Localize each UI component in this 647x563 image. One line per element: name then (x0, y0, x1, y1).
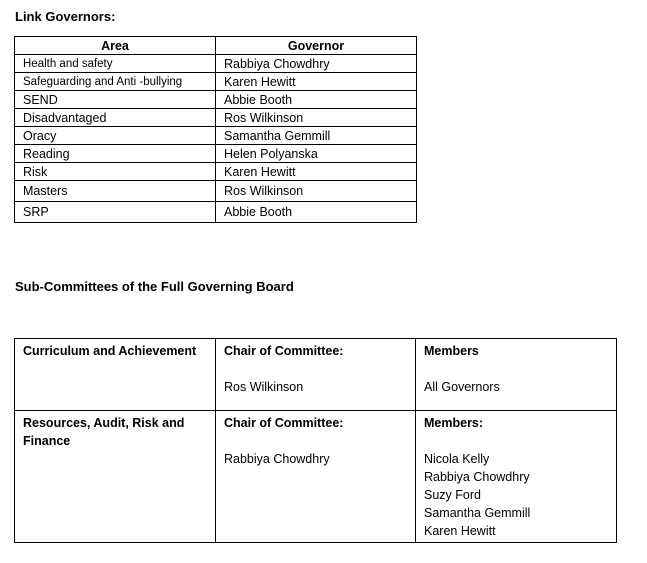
table-row (15, 181, 417, 202)
member-name: Nicola Kelly (424, 452, 490, 466)
member-name: All Governors (424, 380, 500, 394)
governor-cell: Samantha Gemmill (216, 127, 417, 145)
column-header-area: Area (15, 37, 216, 55)
area-cell: Masters (15, 181, 216, 202)
chair-name: Ros Wilkinson (224, 380, 304, 394)
area-cell: Disadvantaged (15, 109, 216, 127)
committee-chair-cell (216, 339, 416, 411)
table-row (15, 127, 417, 145)
table-row (15, 109, 417, 127)
link-governors-heading: Link Governors: (15, 9, 116, 24)
committee-members-cell (416, 339, 617, 411)
committee-row (15, 339, 617, 411)
area-cell: Safeguarding and Anti -bullying (15, 73, 216, 91)
area-cell: Risk (15, 163, 216, 181)
chair-name: Rabbiya Chowdhry (224, 452, 330, 466)
governor-cell: Abbie Booth (216, 202, 417, 223)
table-row (15, 73, 417, 91)
member-name: Rabbiya Chowdhry (424, 470, 530, 484)
sub-committees-table (14, 338, 617, 543)
governor-cell: Karen Hewitt (216, 163, 417, 181)
table-row (15, 91, 417, 109)
committee-chair-cell (216, 411, 416, 543)
table-row (15, 145, 417, 163)
sub-committees-heading: Sub-Committees of the Full Governing Board (15, 279, 294, 294)
area-cell: Reading (15, 145, 216, 163)
governor-cell: Karen Hewitt (216, 73, 417, 91)
table-row (15, 55, 417, 73)
governor-cell: Ros Wilkinson (216, 181, 417, 202)
table-row (15, 202, 417, 223)
column-header-governor: Governor (216, 37, 417, 55)
member-name: Suzy Ford (424, 488, 481, 502)
committee-name-cell (15, 411, 216, 543)
link-governors-table (14, 36, 417, 223)
table-header-row (15, 37, 417, 55)
committee-members-cell (416, 411, 617, 543)
member-name: Karen Hewitt (424, 524, 496, 538)
governor-cell: Rabbiya Chowdhry (216, 55, 417, 73)
committee-name: Resources, Audit, Risk and Finance (23, 416, 185, 448)
committee-row (15, 411, 617, 543)
table-row (15, 163, 417, 181)
members-label: Members (424, 344, 479, 358)
committee-name-cell (15, 339, 216, 411)
governor-cell: Ros Wilkinson (216, 109, 417, 127)
governor-cell: Helen Polyanska (216, 145, 417, 163)
members-label: Members: (424, 416, 484, 430)
area-cell: SRP (15, 202, 216, 223)
area-cell: SEND (15, 91, 216, 109)
member-name: Samantha Gemmill (424, 506, 531, 520)
area-cell: Oracy (15, 127, 216, 145)
area-cell: Health and safety (15, 55, 216, 73)
committee-name: Curriculum and Achievement (23, 344, 197, 358)
chair-label: Chair of Committee: (224, 344, 344, 358)
chair-label: Chair of Committee: (224, 416, 344, 430)
governor-cell: Abbie Booth (216, 91, 417, 109)
